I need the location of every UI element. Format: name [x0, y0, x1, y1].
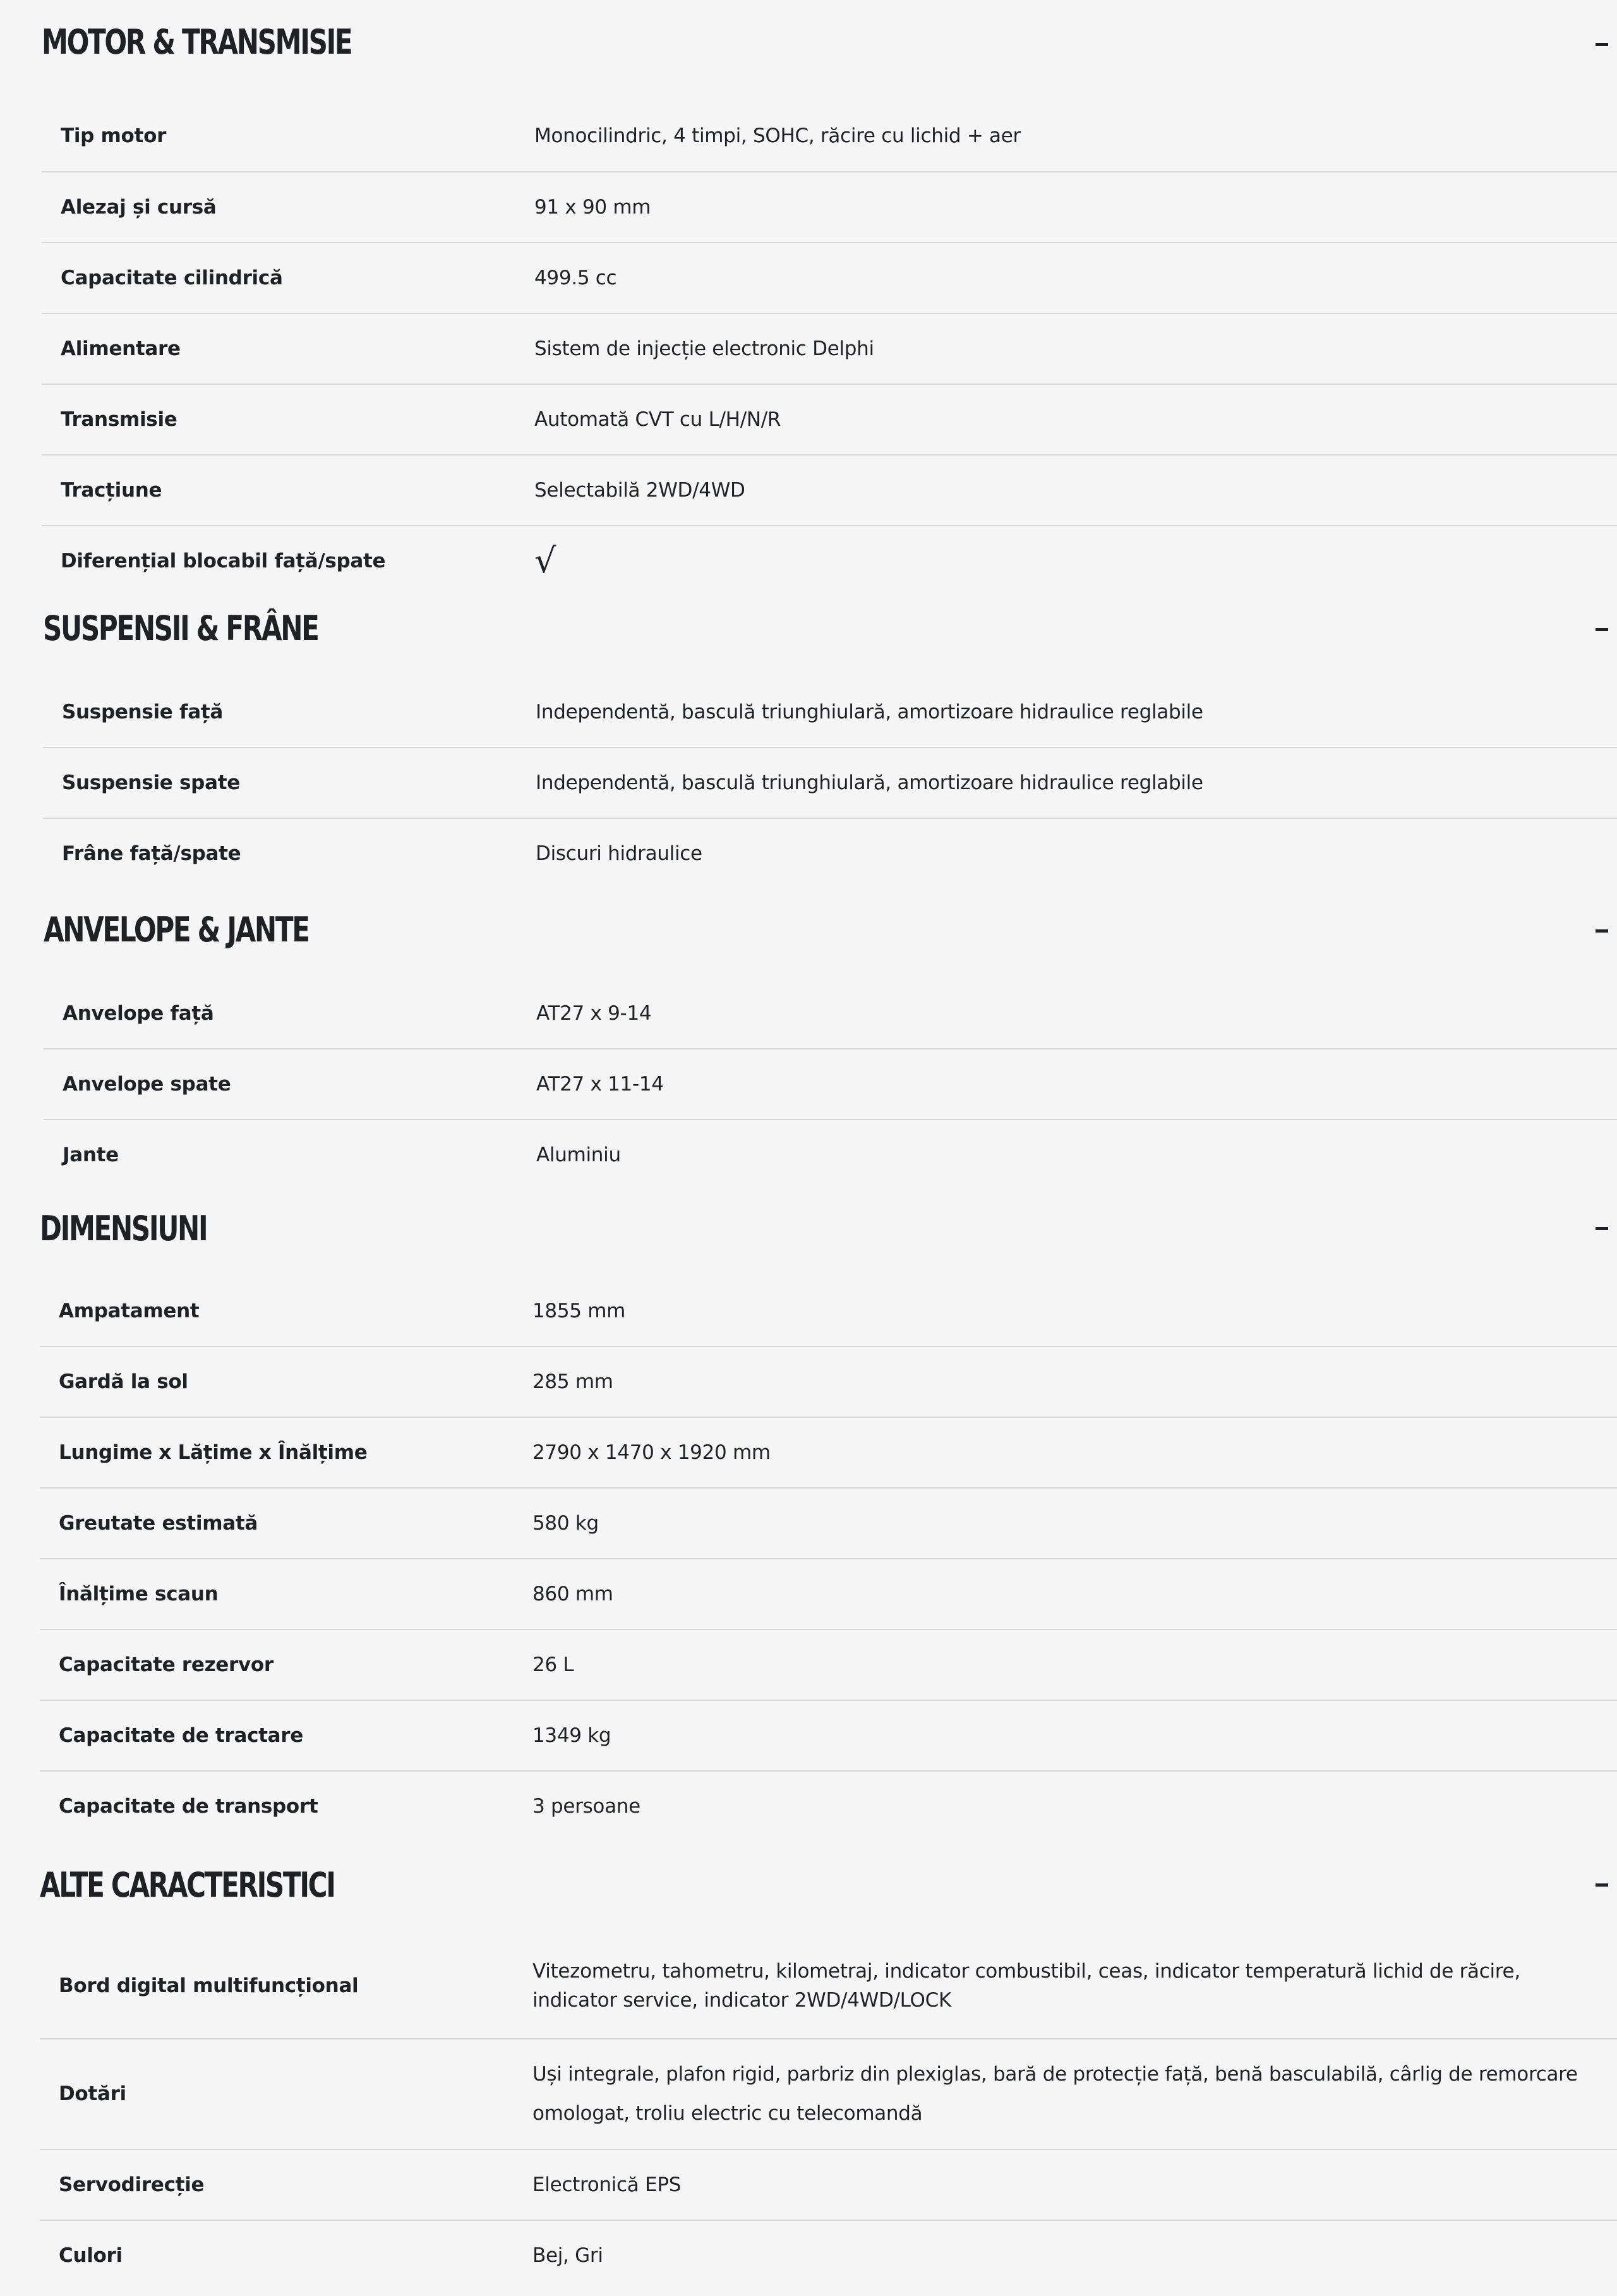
- spec-label: Tracțiune: [61, 478, 162, 502]
- spec-value: Independentă, basculă triunghiulară, amortizoare hidraulice reglabile: [536, 771, 1203, 794]
- table-row: [40, 1771, 1617, 1841]
- section-title: SUSPENSII & FRÂNE: [43, 608, 318, 648]
- table-row: [40, 1700, 1617, 1772]
- section-header[interactable]: [42, 22, 1617, 63]
- collapse-minus-icon[interactable]: [1596, 929, 1608, 933]
- spec-label: Transmisie: [61, 408, 177, 431]
- table-row: [40, 1276, 1617, 1347]
- spec-label: Culori: [59, 2244, 123, 2267]
- spec-label: Jante: [63, 1143, 119, 1166]
- spec-label: Servodirecție: [59, 2173, 205, 2196]
- table-row: [42, 100, 1617, 172]
- spec-label: Înălțime scaun: [59, 1582, 219, 1605]
- section-title: ANVELOPE & JANTE: [44, 910, 309, 950]
- table-row: [42, 384, 1617, 456]
- spec-value: AT27 x 9-14: [536, 1001, 652, 1025]
- spec-label: Diferențial blocabil față/spate: [61, 549, 386, 572]
- section-anvelope-jante: [44, 910, 1617, 1166]
- spec-value: Automată CVT cu L/H/N/R: [534, 408, 781, 431]
- spec-value: 499.5 cc: [534, 266, 617, 289]
- spec-label: Ampatament: [59, 1299, 200, 1322]
- section-header[interactable]: [40, 1865, 1617, 1906]
- table-row: [40, 2039, 1617, 2150]
- spec-value: Monocilindric, 4 timpi, SOHC, răcire cu lichid + aer: [534, 124, 1021, 147]
- spec-label: Capacitate rezervor: [59, 1653, 274, 1676]
- section-title: DIMENSIUNI: [40, 1209, 207, 1248]
- table-row: [43, 747, 1617, 819]
- spec-label: Capacitate cilindrică: [61, 266, 283, 289]
- spec-label: Greutate estimată: [59, 1511, 258, 1535]
- spec-value: [534, 526, 1592, 596]
- check-icon: √: [534, 540, 556, 581]
- spec-value: Sistem de injecție electronic Delphi: [534, 337, 874, 360]
- spec-label: Anvelope spate: [63, 1072, 231, 1096]
- section-alte-caracteristici: [40, 1865, 1617, 2267]
- spec-value: Aluminiu: [536, 1143, 621, 1166]
- spec-label: Suspensie spate: [62, 771, 240, 794]
- table-row: [40, 1417, 1617, 1489]
- spec-value: 91 x 90 mm: [534, 195, 651, 219]
- spec-label: Suspensie față: [62, 700, 223, 723]
- table-row: [40, 1559, 1617, 1630]
- spec-label: Frâne față/spate: [62, 842, 241, 865]
- spec-label: Anvelope față: [63, 1001, 214, 1025]
- spec-value: 3 persoane: [532, 1794, 640, 1818]
- table-row: [40, 1346, 1617, 1418]
- spec-label: Tip motor: [61, 124, 167, 147]
- table-row: [40, 1629, 1617, 1701]
- spec-value: Vitezometru, tahometru, kilometraj, indicator combustibil, ceas, indicator temperatură lichid de răcire, indicator service, indicator 2WD/4WD/LOCK: [532, 1960, 1520, 2012]
- table-row: [40, 2149, 1617, 2221]
- section-dimensiuni: [40, 1209, 1617, 1818]
- section-title: MOTOR & TRANSMISIE: [42, 22, 352, 62]
- spec-value: Bej, Gri: [532, 2244, 603, 2267]
- spec-label: Capacitate de transport: [59, 1794, 318, 1818]
- spec-value: AT27 x 11-14: [536, 1072, 664, 1096]
- spec-label: Gardă la sol: [59, 1370, 188, 1393]
- spec-value: 860 mm: [532, 1582, 613, 1605]
- spec-label: Alimentare: [61, 337, 181, 360]
- table-row: [42, 243, 1617, 314]
- section-motor-transmisie: [42, 22, 1617, 581]
- spec-value: 285 mm: [532, 1370, 613, 1393]
- table-row: [40, 1933, 1617, 2039]
- spec-value: Selectabilă 2WD/4WD: [534, 478, 745, 502]
- spec-value: Electronică EPS: [532, 2173, 682, 2196]
- table-row: [42, 313, 1617, 385]
- table-row: [43, 677, 1617, 748]
- spec-label: Capacitate de tractare: [59, 1724, 304, 1747]
- collapse-minus-icon[interactable]: [1596, 628, 1608, 631]
- section-header[interactable]: [40, 1209, 1617, 1250]
- table-row: [44, 978, 1617, 1049]
- spec-value: 1349 kg: [532, 1724, 611, 1747]
- spec-label: Alezaj și cursă: [61, 195, 217, 219]
- spec-value: Discuri hidraulice: [536, 842, 702, 865]
- section-title: ALTE CARACTERISTICI: [40, 1865, 335, 1905]
- table-row: [44, 1049, 1617, 1120]
- table-row: [42, 455, 1617, 526]
- spec-label: Bord digital multifuncțional: [59, 1974, 359, 1997]
- spec-value: 1855 mm: [532, 1299, 626, 1322]
- table-row: [40, 2220, 1617, 2290]
- spec-value: Independentă, basculă triunghiulară, amortizoare hidraulice reglabile: [536, 700, 1203, 723]
- table-row: [40, 1488, 1617, 1559]
- spec-label: Dotări: [59, 2082, 126, 2105]
- table-row: [42, 172, 1617, 243]
- spec-value: Uși integrale, plafon rigid, parbriz din plexiglas, bară de protecție față, benă basculabilă, cârlig de remorcare omologat, troliu electric cu telecomandă: [532, 2063, 1578, 2125]
- spec-value: 580 kg: [532, 1511, 599, 1535]
- section-header[interactable]: [43, 608, 1617, 650]
- collapse-minus-icon[interactable]: [1596, 1227, 1608, 1230]
- spec-value: 2790 x 1470 x 1920 mm: [532, 1441, 771, 1464]
- spec-value: 26 L: [532, 1653, 574, 1676]
- collapse-minus-icon[interactable]: [1596, 43, 1608, 46]
- section-suspensii-frane: [43, 608, 1617, 865]
- collapse-minus-icon[interactable]: [1596, 1883, 1608, 1887]
- table-row: [44, 1120, 1617, 1190]
- table-row: [43, 818, 1617, 888]
- table-row: [42, 526, 1617, 596]
- section-header[interactable]: [44, 910, 1617, 951]
- spec-label: Lungime x Lățime x Înălțime: [59, 1441, 368, 1464]
